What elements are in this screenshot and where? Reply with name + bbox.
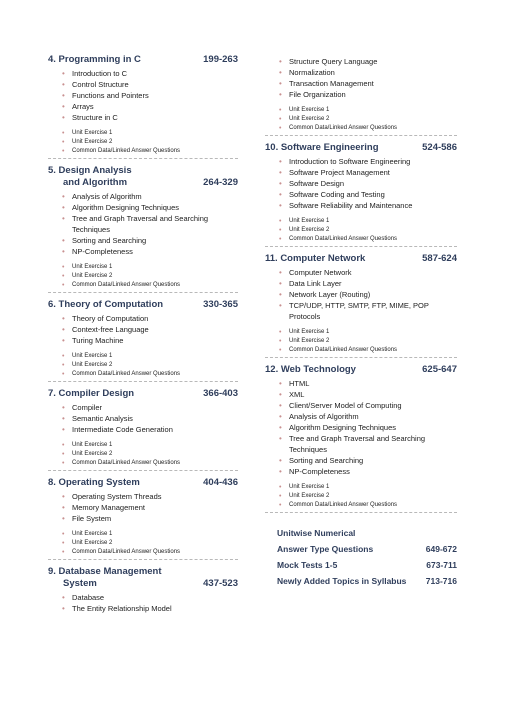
- topic-item: • Sorting and Searching: [48, 235, 238, 246]
- chapter-block: [48, 566, 238, 614]
- exercise-item: • Common Data/Linked Answer Questions: [48, 548, 238, 557]
- divider: [265, 357, 457, 358]
- divider: [265, 512, 457, 513]
- exercise-item: • Unit Exercise 1: [48, 263, 238, 272]
- topic-item: • Turing Machine: [48, 335, 238, 346]
- topic-item: • Functions and Pointers: [48, 90, 238, 101]
- topic-item: • Structure in C: [48, 112, 238, 123]
- spacer: [48, 123, 238, 127]
- chapter-title: 4. Programming in C: [48, 54, 141, 65]
- topic-item: • Introduction to C: [48, 68, 238, 79]
- spacer: [265, 477, 457, 481]
- topic-item: • Network Layer (Routing): [265, 289, 457, 300]
- extra-pages: 713-716: [425, 576, 457, 586]
- exercise-item: • Unit Exercise 2: [265, 492, 457, 501]
- chapter-pages: 404-436: [203, 477, 238, 488]
- exercise-item: • Unit Exercise 1: [48, 530, 238, 539]
- exercise-item: • Unit Exercise 2: [265, 226, 457, 235]
- topic-item: • Database: [48, 592, 238, 603]
- exercise-list: [265, 483, 457, 510]
- exercise-item: • Common Data/Linked Answer Questions: [48, 370, 238, 379]
- divider: [48, 292, 238, 293]
- exercise-list: [48, 441, 238, 468]
- divider: [265, 246, 457, 247]
- divider: [48, 559, 238, 560]
- chapter-pages: 366-403: [203, 388, 238, 399]
- extra-title: Answer Type Questions: [277, 544, 374, 554]
- topic-item: • Compiler: [48, 402, 238, 413]
- exercise-list: [265, 217, 457, 244]
- topic-item: • Introduction to Software Engineering: [265, 156, 457, 167]
- chapter-pages: 625-647: [422, 364, 457, 375]
- topic-item: • Arrays: [48, 101, 238, 112]
- extra-row: [277, 525, 457, 541]
- exercise-item: • Common Data/Linked Answer Questions: [48, 281, 238, 290]
- exercise-list: [48, 352, 238, 379]
- topic-item: • Algorithm Designing Techniques: [48, 202, 238, 213]
- extra-pages: 649-672: [425, 544, 457, 554]
- topic-item: • Normalization: [265, 67, 457, 78]
- topic-list: [48, 191, 238, 257]
- chapter-pages: 524-586: [422, 142, 457, 153]
- chapter-title: 11. Computer Network: [265, 253, 366, 264]
- exercise-item: • Unit Exercise 1: [48, 441, 238, 450]
- topic-item: • Software Reliability and Maintenance: [265, 200, 457, 211]
- exercise-item: • Common Data/Linked Answer Questions: [265, 346, 457, 355]
- exercise-item: • Common Data/Linked Answer Questions: [48, 459, 238, 468]
- chapter-pages: 199-263: [203, 54, 238, 65]
- topic-item: • Context-free Language: [48, 324, 238, 335]
- exercise-item: • Common Data/Linked Answer Questions: [265, 501, 457, 510]
- topic-item: • Tree and Graph Traversal and Searching Techniques: [265, 433, 457, 455]
- exercise-list: [48, 129, 238, 156]
- extra-row: [277, 573, 457, 589]
- exercise-item: • Common Data/Linked Answer Questions: [265, 124, 457, 133]
- topic-item: • Client/Server Model of Computing: [265, 400, 457, 411]
- chapter-block: [265, 142, 457, 247]
- topic-list: [265, 56, 457, 100]
- extra-title: Newly Added Topics in Syllabus: [277, 576, 407, 586]
- chapter-pages: 437-523: [203, 578, 238, 589]
- continued-block: [265, 56, 457, 136]
- exercise-item: • Unit Exercise 2: [48, 539, 238, 548]
- chapter-title: 9. Database Management System: [48, 566, 162, 589]
- extra-title: Unitwise Numerical: [277, 528, 356, 538]
- topic-item: • Computer Network: [265, 267, 457, 278]
- exercise-item: • Unit Exercise 2: [265, 337, 457, 346]
- extra-pages: 673-711: [426, 560, 457, 570]
- chapter-title: 7. Compiler Design: [48, 388, 135, 399]
- topic-item: • Intermediate Code Generation: [48, 424, 238, 435]
- topic-item: • Software Coding and Testing: [265, 189, 457, 200]
- exercise-item: • Unit Exercise 1: [265, 106, 457, 115]
- topic-item: • Software Design: [265, 178, 457, 189]
- chapter-heading: [265, 253, 457, 265]
- chapter-block: [265, 364, 457, 513]
- exercise-list: [265, 328, 457, 355]
- exercise-item: • Unit Exercise 1: [48, 129, 238, 138]
- spacer: [265, 211, 457, 215]
- chapter-title: 12. Web Technology: [265, 364, 356, 375]
- chapter-block: [265, 253, 457, 358]
- topic-list: [48, 68, 238, 123]
- extra-row: [277, 557, 457, 573]
- extra-row: [277, 541, 457, 557]
- topic-item: • Tree and Graph Traversal and Searching Techniques: [48, 213, 238, 235]
- divider: [48, 158, 238, 159]
- topic-item: • Analysis of Algorithm: [48, 191, 238, 202]
- topic-list: [48, 402, 238, 435]
- exercise-list: [265, 106, 457, 133]
- exercise-item: • Unit Exercise 2: [48, 450, 238, 459]
- right-column: [265, 54, 457, 589]
- exercise-item: • Common Data/Linked Answer Questions: [48, 147, 238, 156]
- topic-item: • Structure Query Language: [265, 56, 457, 67]
- topic-list: [48, 491, 238, 524]
- topic-item: • TCP/UDP, HTTP, SMTP, FTP, MIME, POP Protocols: [265, 300, 457, 322]
- spacer: [48, 346, 238, 350]
- topic-item: • Theory of Computation: [48, 313, 238, 324]
- left-column: [48, 54, 238, 617]
- topic-list: [48, 592, 238, 614]
- chapter-heading: [265, 364, 457, 376]
- topic-item: • Control Structure: [48, 79, 238, 90]
- topic-item: • Transaction Management: [265, 78, 457, 89]
- chapter-title: 5. Design Analysis and Algorithm: [48, 165, 132, 188]
- topic-list: [265, 156, 457, 211]
- exercise-item: • Unit Exercise 1: [265, 483, 457, 492]
- topic-item: • Operating System Threads: [48, 491, 238, 502]
- spacer: [265, 322, 457, 326]
- topic-item: • Analysis of Algorithm: [265, 411, 457, 422]
- chapter-pages: 587-624: [422, 253, 457, 264]
- topic-item: • File System: [48, 513, 238, 524]
- topic-item: • HTML: [265, 378, 457, 389]
- chapter-heading: [48, 566, 238, 590]
- chapter-title: 10. Software Engineering: [265, 142, 379, 153]
- chapter-heading: [48, 477, 238, 489]
- chapter-block: [48, 54, 238, 159]
- spacer: [48, 435, 238, 439]
- chapter-heading: [48, 165, 238, 189]
- chapter-block: [48, 165, 238, 293]
- topic-list: [265, 267, 457, 322]
- topic-item: • Algorithm Designing Techniques: [265, 422, 457, 433]
- exercise-item: • Unit Exercise 1: [48, 352, 238, 361]
- spacer: [48, 257, 238, 261]
- topic-item: • NP-Completeness: [48, 246, 238, 257]
- exercise-list: [48, 263, 238, 290]
- topic-item: • Sorting and Searching: [265, 455, 457, 466]
- exercise-item: • Unit Exercise 2: [265, 115, 457, 124]
- exercise-item: • Unit Exercise 2: [48, 361, 238, 370]
- topic-item: • The Entity Relationship Model: [48, 603, 238, 614]
- exercise-item: • Unit Exercise 1: [265, 328, 457, 337]
- exercise-item: • Unit Exercise 1: [265, 217, 457, 226]
- exercise-list: [48, 530, 238, 557]
- exercise-item: • Unit Exercise 2: [48, 138, 238, 147]
- exercise-item: • Common Data/Linked Answer Questions: [265, 235, 457, 244]
- topic-item: • XML: [265, 389, 457, 400]
- chapter-heading: [48, 54, 238, 66]
- chapter-heading: [265, 142, 457, 154]
- extra-sections: [265, 525, 457, 589]
- spacer: [48, 524, 238, 528]
- divider: [48, 470, 238, 471]
- chapter-title: 8. Operating System: [48, 477, 140, 488]
- divider: [48, 381, 238, 382]
- chapter-block: [48, 477, 238, 560]
- chapter-pages: 264-329: [203, 177, 238, 188]
- chapter-block: [48, 388, 238, 471]
- topic-item: • Memory Management: [48, 502, 238, 513]
- topic-item: • File Organization: [265, 89, 457, 100]
- topic-item: • Data Link Layer: [265, 278, 457, 289]
- chapter-pages: 330-365: [203, 299, 238, 310]
- chapter-title: 6. Theory of Computation: [48, 299, 164, 310]
- chapter-heading: [48, 388, 238, 400]
- divider: [265, 135, 457, 136]
- topic-item: • Semantic Analysis: [48, 413, 238, 424]
- spacer: [265, 100, 457, 104]
- topic-item: • Software Project Management: [265, 167, 457, 178]
- topic-item: • NP-Completeness: [265, 466, 457, 477]
- exercise-item: • Unit Exercise 2: [48, 272, 238, 281]
- topic-list: [48, 313, 238, 346]
- extra-title: Mock Tests 1-5: [277, 560, 338, 570]
- chapter-block: [48, 299, 238, 382]
- topic-list: [265, 378, 457, 477]
- chapter-heading: [48, 299, 238, 311]
